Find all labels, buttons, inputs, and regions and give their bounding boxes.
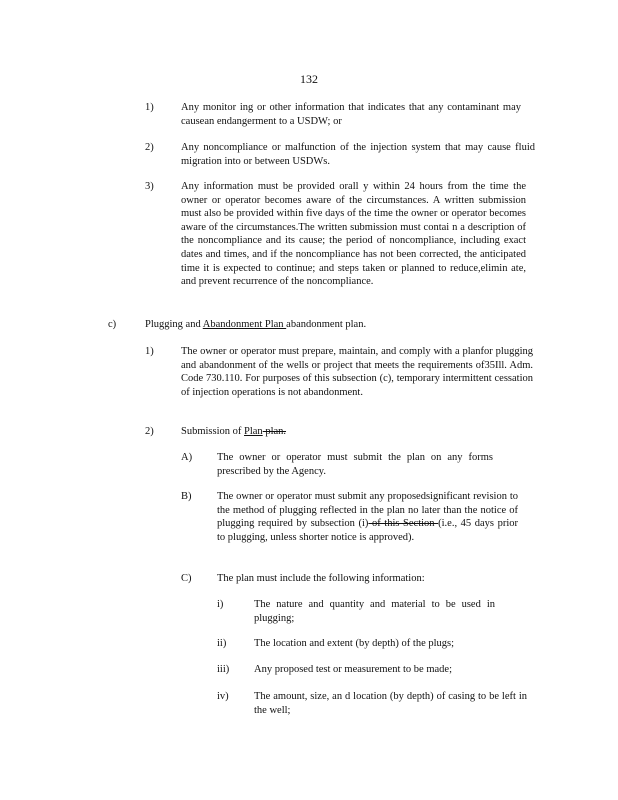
sub-item-c-text: The plan must include the following information: [217, 573, 425, 584]
sub-item-b-text [217, 490, 518, 544]
roman-item-1-text: The nature and quantity and material to be used in plugging; [254, 599, 495, 624]
heading-underlined: Abandonment Plan [202, 319, 287, 330]
sub-item-b-label: B) [181, 491, 192, 502]
page-number: 132 [300, 72, 318, 86]
c-item-1-label: 1) [145, 346, 154, 357]
roman-item-4-label: iv) [217, 691, 229, 702]
c2-pre: Submission of [181, 426, 245, 437]
heading-post: abandonment plan. [286, 319, 367, 330]
c-item-1-text: The owner or operator must prepare, maintain, and comply with a planfor plugging and abandonment of the wells or project that meets the requirements of35Ill. Adm. Code 730.110. For purposes of this subsection (c), temporary intermittent cessation of injection operations is not abandonment. [181, 346, 533, 398]
b-struck: of this Section [368, 518, 439, 530]
b-text-post: (i.e., 45 days prior to plugging, unless shorter notice is approved). [217, 518, 518, 543]
item-2-label: 2) [145, 142, 154, 153]
roman-item-3-text: Any proposed test or measurement to be made; [254, 664, 452, 675]
item-1-text: Any monitor ing or other information that indicates that any contaminant may causean endangerment to a USDW; or [181, 102, 521, 127]
item-3-text: Any information must be provided orall y within 24 hours from the time the owner or operator becomes aware of the circumstances. A written submission must also be provided within five days of the time the owner or operator becomes aware of the circumstances.The written submission must contai n a description of the noncompliance and its cause; the period of noncompliance, including exact dates and times, and if the noncompliance has not been corrected, the anticipated time it is expected to continue; and steps taken or planned to reduce,elimin ate, and prevent recurrence of the noncompliance. [181, 181, 526, 288]
section-c-label: c) [108, 319, 117, 330]
roman-item-2-text: The location and extent (by depth) of the plugs; [254, 638, 455, 649]
sub-item-a-label: A) [181, 452, 193, 463]
b-text-pre: The owner or operator must submit any proposedsignificant revision to the method of plugging reflected in the plan no later than the notice of plugging required by subsection (i) [217, 491, 518, 530]
item-1-label: 1) [145, 102, 154, 113]
heading-pre: Plugging and [145, 319, 203, 330]
item-3-label: 3) [145, 181, 154, 192]
sub-item-a-text: The owner or operator must submit the plan on any forms prescribed by the Agency. [217, 452, 493, 477]
c2-underlined: Plan [244, 426, 263, 437]
roman-item-1-label: i) [217, 599, 224, 610]
c-item-2-label: 2) [145, 426, 154, 437]
roman-item-3-label: iii) [217, 664, 230, 675]
section-c-heading [145, 318, 366, 332]
roman-item-4-text: The amount, size, an d location (by depth) of casing to be left in the well; [254, 691, 527, 716]
c-item-2-text [181, 425, 286, 439]
sub-item-c-label: C) [181, 573, 192, 584]
c2-struck: plan. [262, 426, 287, 437]
item-2-text: Any noncompliance or malfunction of the injection system that may cause fluid migration into or between USDWs. [181, 142, 535, 167]
roman-item-2-label: ii) [217, 638, 227, 649]
